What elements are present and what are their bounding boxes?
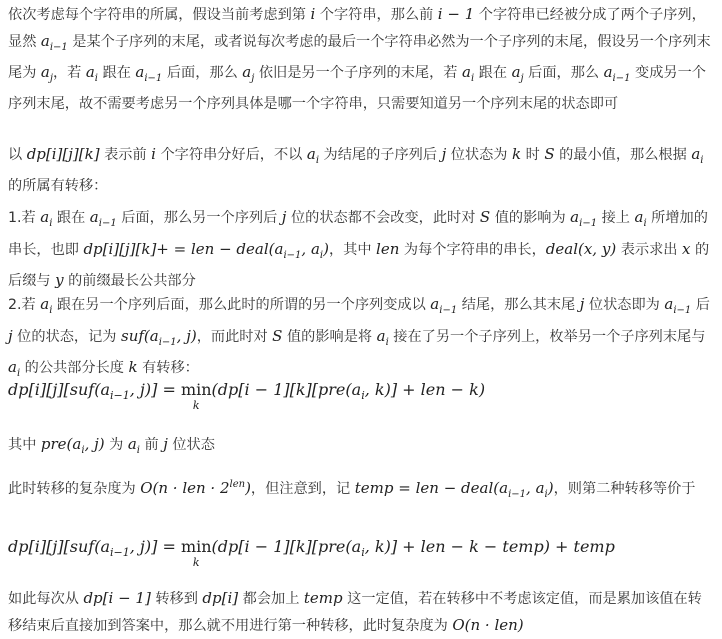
text: 变成另一个序列末尾，故不需要考虑另一个序列具体是哪一个字符串，只需要知道另一个序列末尾的状态即可 bbox=[8, 65, 706, 112]
math-a-i: $a_i$ bbox=[376, 326, 389, 348]
text: 接在了另一个子序列上，枚举另一个子序列末尾与 bbox=[388, 328, 706, 345]
text: 个字符串分好后，不以 bbox=[155, 147, 307, 163]
text: 跟在 bbox=[98, 65, 136, 81]
math-final-complexity: O(n · len) bbox=[452, 615, 524, 634]
case1-paragraph bbox=[8, 205, 716, 295]
math-a-j: $a_j$ bbox=[511, 63, 524, 84]
text: 结尾，那么其末尾 bbox=[457, 297, 580, 313]
math-dp-state: dp[i][j][k] bbox=[26, 145, 100, 163]
min-operator: min k bbox=[180, 537, 212, 569]
text: 时 bbox=[521, 147, 545, 163]
text: 跟在另一个序列后面，那么此时的所谓的另一个序列变成以 bbox=[52, 297, 431, 313]
text: 2.若 bbox=[8, 297, 41, 313]
math-k: k bbox=[128, 358, 138, 376]
pre-definition-paragraph bbox=[8, 432, 716, 464]
math-dp-prev: dp[i − 1] bbox=[83, 589, 151, 607]
math-i-minus-1: i − 1 bbox=[437, 5, 475, 23]
equation-2: $dp[i][j][suf(a_{i-1}$, j)] = min k ($dp[i - 1][k][pre(a_i$, k)] + len − k − temp) + temp bbox=[8, 537, 615, 569]
text: 位的状态都不会改变，此时对 bbox=[286, 210, 480, 226]
math-temp-def: temp = len − $deal(a_{i-1}$, $a_i$) bbox=[354, 479, 554, 500]
text: 为每个字符串的串长， bbox=[399, 241, 546, 258]
text: 依旧是另一个子序列的末尾，若 bbox=[254, 65, 462, 81]
math-a-i: $a_i$ bbox=[306, 145, 320, 166]
intro-paragraph bbox=[8, 2, 716, 117]
text: 值的影响是将 bbox=[282, 328, 377, 345]
text: 有转移： bbox=[137, 360, 199, 376]
text: 后面，那么 bbox=[162, 65, 243, 81]
text: ，但注意到，记 bbox=[250, 481, 355, 497]
final-paragraph bbox=[8, 586, 716, 639]
case2-paragraph bbox=[8, 292, 716, 387]
text: 都会加上 bbox=[238, 591, 304, 607]
math-S: S bbox=[544, 145, 555, 163]
text: 跟在 bbox=[52, 210, 90, 226]
state-definition-paragraph bbox=[8, 142, 716, 199]
math-S: S bbox=[479, 208, 491, 226]
math-pre: $pre(a_i$, j) bbox=[40, 435, 105, 456]
math-a-i: $a_i$ bbox=[85, 63, 98, 84]
math-i: i bbox=[151, 145, 156, 163]
text: 是某个子序列的末尾，或者说每次考虑的最后一个字符串必然为一个子序列的末尾，假设另一个序列末尾为 bbox=[8, 33, 711, 81]
text: 位状态 bbox=[167, 437, 215, 453]
complexity-paragraph bbox=[8, 472, 716, 508]
math-j: j bbox=[8, 326, 13, 345]
text: 表示求出 bbox=[616, 241, 682, 258]
math-a-i-1: $a_{i-1}$ bbox=[135, 63, 163, 84]
math-a-i-1: $a_{i-1}$ bbox=[664, 295, 692, 316]
text: 这一定值，若在转移中不考虑该定值，而是累加该值在转移结束后直接加到答案中，那么就不用进行第一种转移，此时复杂度为 bbox=[8, 591, 702, 634]
text: ，而此时对 bbox=[196, 328, 273, 345]
text: 表示前 bbox=[99, 147, 152, 163]
text: 的前缀最长公共部分 bbox=[63, 273, 196, 289]
text: 的公共部分长度 bbox=[20, 360, 129, 376]
text: 为 bbox=[104, 437, 128, 453]
text: 如此每次从 bbox=[8, 591, 84, 607]
math-a-i: $a_i$ bbox=[127, 435, 140, 456]
math-a-i: $a_i$ bbox=[691, 145, 704, 166]
math-deal-xy: deal(x, y) bbox=[545, 239, 617, 258]
text: 的最小值，那么根据 bbox=[554, 147, 692, 163]
math-a-i: $a_i$ bbox=[40, 295, 53, 316]
math-j: j bbox=[579, 295, 585, 313]
math-i: i bbox=[310, 5, 316, 23]
math-y: y bbox=[55, 271, 64, 289]
text: 跟在 bbox=[474, 65, 512, 81]
math-a-i: $a_i$ bbox=[40, 208, 53, 229]
math-j: j bbox=[163, 435, 168, 453]
text: ，若 bbox=[52, 65, 86, 81]
text: 以 bbox=[8, 147, 27, 163]
text: 其中 bbox=[8, 437, 41, 453]
text: 所增加的串长，也即 bbox=[8, 210, 708, 258]
text: 转移到 bbox=[150, 591, 203, 607]
text: 位状态即为 bbox=[584, 297, 665, 313]
text: 的后缀与 bbox=[8, 241, 710, 289]
math-temp: temp bbox=[303, 589, 343, 607]
text: 的所属有转移： bbox=[8, 177, 108, 194]
text: 值的影响为 bbox=[490, 210, 571, 226]
math-len: len bbox=[376, 239, 400, 258]
math-j: j bbox=[441, 145, 447, 163]
math-a-i-1: $a_{i-1}$ bbox=[89, 208, 117, 229]
math-suf: $suf(a_{i-1}$, j) bbox=[121, 326, 197, 348]
math-S: S bbox=[272, 326, 283, 345]
text: 前 bbox=[139, 437, 164, 453]
text: 个字符串已经被分成了两个子序列，显然 bbox=[8, 7, 706, 50]
math-k: k bbox=[512, 145, 522, 163]
math-a-i-1: $a_{i-1}$ bbox=[40, 31, 68, 53]
math-update-formula: dp[i][j][k]+ = len − $deal(a_{i-1}$, $a_i$) bbox=[83, 239, 329, 261]
min-operator: min k bbox=[180, 380, 212, 412]
math-a-i-1: $a_{i-1}$ bbox=[570, 208, 598, 229]
text: 后 bbox=[691, 297, 710, 313]
math-j: j bbox=[281, 208, 287, 226]
text: 1.若 bbox=[8, 210, 41, 226]
text: 为结尾的子序列后 bbox=[319, 147, 442, 163]
text: 位的状态，记为 bbox=[12, 328, 121, 345]
math-a-i: $a_i$ bbox=[462, 63, 475, 84]
text: 接上 bbox=[597, 210, 635, 226]
math-complexity: O(n · len · $2^{len}$) bbox=[140, 479, 251, 497]
text: ，其中 bbox=[328, 241, 377, 258]
math-a-i-1: $a_{i-1}$ bbox=[430, 295, 458, 316]
math-a-i: $a_i$ bbox=[634, 208, 647, 229]
math-x: x bbox=[681, 239, 691, 258]
text: 后面，那么 bbox=[523, 65, 604, 81]
math-a-i: $a_i$ bbox=[8, 358, 21, 379]
text: 后面，那么另一个序列后 bbox=[116, 210, 282, 226]
text: 依次考虑每个字符串的所属，假设当前考虑到第 bbox=[8, 7, 311, 23]
text: ，则第二种转移等价于 bbox=[553, 481, 696, 497]
math-a-j: $a_j$ bbox=[242, 63, 255, 84]
equation-1: $dp[i][j][suf(a_{i-1}$, j)] = min k ($dp[i - 1][k][pre(a_i$, k)] + len − k) bbox=[8, 380, 486, 412]
text: 位状态为 bbox=[446, 147, 512, 163]
text: 此时转移的复杂度为 bbox=[8, 481, 141, 497]
math-dp-i: dp[i] bbox=[202, 589, 239, 607]
text: 个字符串，那么前 bbox=[315, 7, 438, 23]
math-a-j: $a_j$ bbox=[40, 63, 53, 84]
math-a-i-1: $a_{i-1}$ bbox=[603, 63, 631, 84]
